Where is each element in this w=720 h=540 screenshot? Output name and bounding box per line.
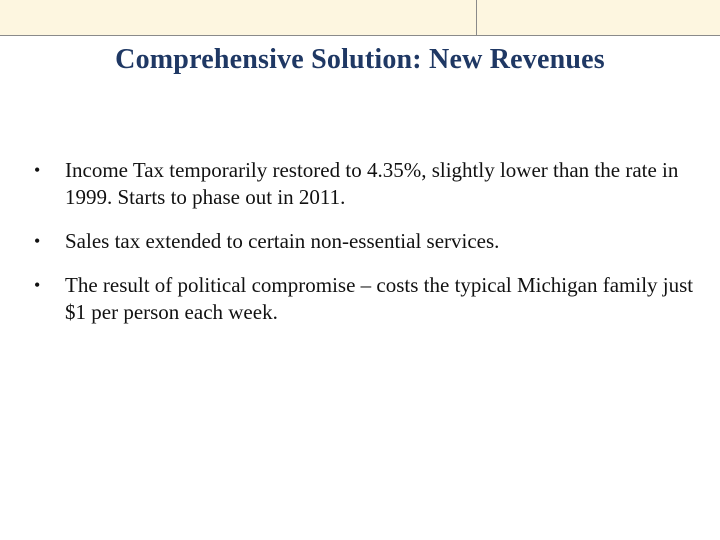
- bullet-icon: •: [34, 275, 41, 295]
- header-band: [0, 0, 720, 35]
- header-rule: [0, 35, 720, 36]
- bullet-item-sales-tax: [34, 228, 694, 255]
- bullet-item-compromise: [34, 272, 694, 326]
- header-band-right-panel: [477, 0, 720, 35]
- bullet-text: Sales tax extended to certain non-essential services.: [65, 229, 500, 253]
- slide-title: Comprehensive Solution: New Revenues: [115, 44, 605, 75]
- bullet-item-income-tax: [34, 157, 694, 211]
- header-band-left-panel: [0, 0, 476, 35]
- bullet-text: Income Tax temporarily restored to 4.35%, slightly lower than the rate in 1999. Starts to phase out in 2011.: [65, 158, 679, 209]
- bullet-list: [34, 157, 694, 343]
- bullet-icon: •: [34, 160, 41, 180]
- bullet-text: The result of political compromise – costs the typical Michigan family just $1 per person each week.: [65, 273, 694, 324]
- bullet-icon: •: [34, 231, 41, 251]
